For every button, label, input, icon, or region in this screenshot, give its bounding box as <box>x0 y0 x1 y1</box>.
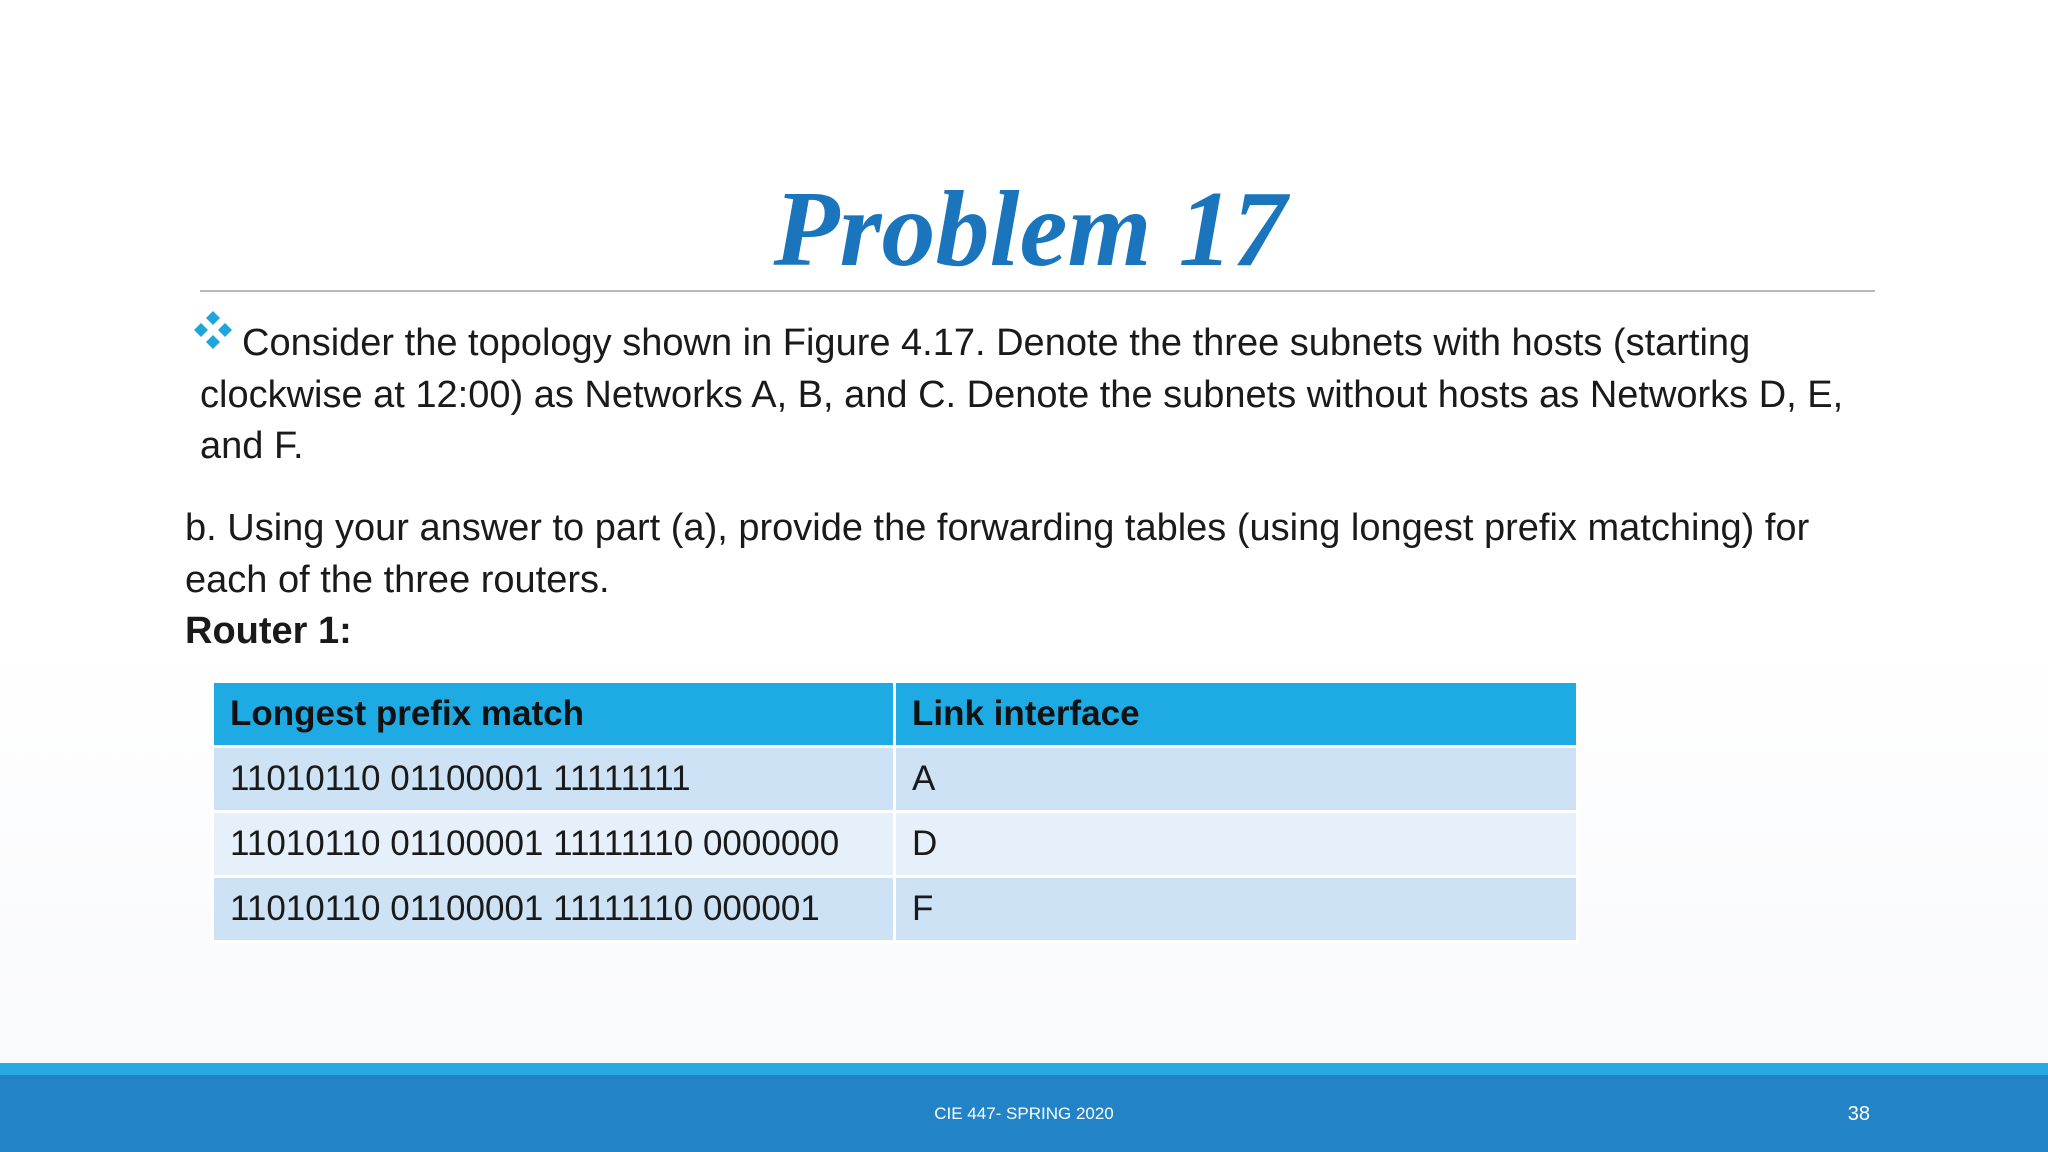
prefix-cell: 11010110 01100001 11111111 <box>213 747 895 812</box>
problem-statement-text: Consider the topology shown in Figure 4.17. Denote the three subnets with hosts (starting clockwise at 12:00) as Networks A, B, and C. Denote the subnets without hosts as Networks D, E, and F. <box>200 322 1844 467</box>
prefix-cell: 11010110 01100001 11111110 0000000 <box>213 812 895 877</box>
interface-cell: A <box>895 747 1578 812</box>
title-divider <box>200 290 1875 292</box>
interface-cell: D <box>895 812 1578 877</box>
table-row <box>213 812 1578 877</box>
question-part-b: b. Using your answer to part (a), provide the forwarding tables (using longest prefix matching) for each of the three routers. <box>185 507 1810 601</box>
problem-statement <box>200 318 1890 473</box>
footer-stripe <box>0 1063 2048 1075</box>
interface-cell: F <box>895 877 1578 942</box>
table-row <box>213 877 1578 942</box>
column-header-interface: Link interface <box>895 682 1578 747</box>
page-number: 38 <box>1847 1103 1870 1125</box>
table-row <box>213 747 1578 812</box>
slide-title: Problem 17 <box>773 170 1287 289</box>
router-heading: Router 1: <box>185 610 352 652</box>
forwarding-table <box>211 680 1579 943</box>
footer-course-label: CIE 447- SPRING 2020 <box>934 1104 1114 1123</box>
table-header-row <box>213 682 1578 747</box>
column-header-prefix: Longest prefix match <box>213 682 895 747</box>
prefix-cell: 11010110 01100001 11111110 000001 <box>213 877 895 942</box>
